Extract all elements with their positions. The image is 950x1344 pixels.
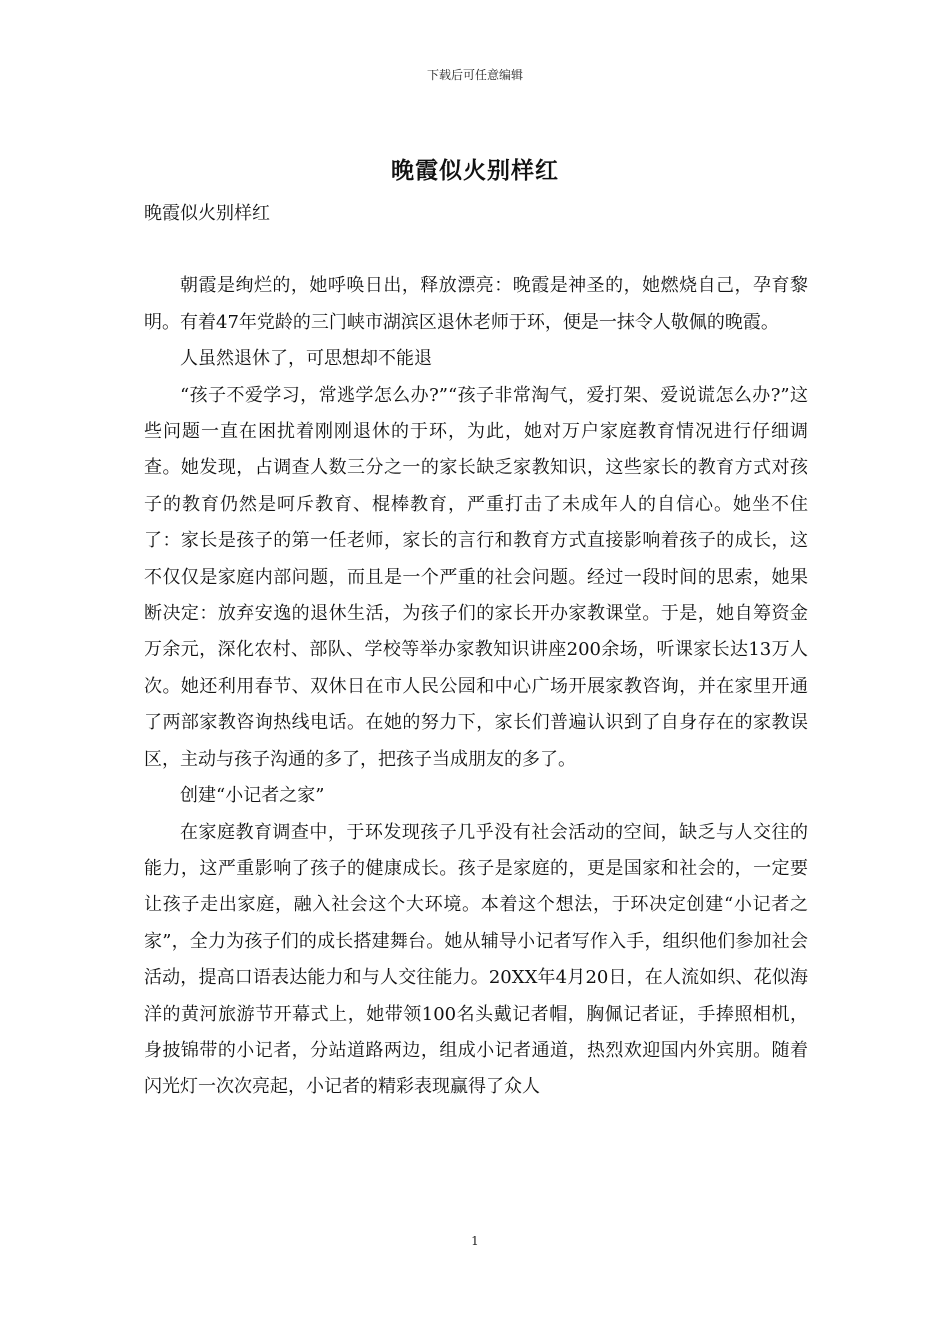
- paragraph-little-reporters: 在家庭教育调查中，于环发现孩子几乎没有社会活动的空间，缺乏与人交往的能力，这严重影响了孩子的健康成长。孩子是家庭的，更是国家和社会的，一定要让孩子走出家庭，融入社会这个大环境。本着这个想法，于环决定创建“小记者之家”，全力为孩子们的成长搭建舞台。她从辅导小记者写作入手，组织他们参加社会活动，提高口语表达能力和与人交往能力。20XX年4月20日，在人流如织、花似海洋的黄河旅游节开幕式上，她带领100名头戴记者帽，胸佩记者证，手捧照相机，身披锦带的小记者，分站道路两边，组成小记者通道，热烈欢迎国内外宾朋。随着闪光灯一次次亮起，小记者的精彩表现赢得了众人: [144, 821, 808, 1098]
- paragraph-family-education: “孩子不爱学习，常逃学怎么办?”“孩子非常淘气，爱打架、爱说谎怎么办?”这些问题一直在困扰着刚刚退休的于环，为此，她对万户家庭教育情况进行仔细调查。她发现，占调查人数三分之一的家长缺乏家教知识，这些家长的教育方式对孩子的教育仍然是呵斥教育、棍棒教育，严重打击了未成年人的自信心。她坐不住了：家长是孩子的第一任老师，家长的言行和教育方式直接影响着孩子的成长，这不仅仅是家庭内部问题，而且是一个严重的社会问题。经过一段时间的思索，她果断决定：放弃安逸的退休生活，为孩子们的家长开办家教课堂。于是，她自筹资金万余元，深化农村、部队、学校等举办家教知识讲座200余场，听课家长达13万人次。她还利用春节、双休日在市人民公园和中心广场开展家教咨询，并在家里开通了两部家教咨询热线电话。在她的努力下，家长们普遍认识到了自身存在的家教误区，主动与孩子沟通的多了，把孩子当成朋友的多了。: [144, 384, 808, 770]
- paragraph-intro: 朝霞是绚烂的，她呼唤日出，释放漂亮：晚霞是神圣的，她燃烧自己，孕育黎明。有着47年党龄的三门峡市湖滨区退休老师于环，便是一抹令人敬佩的晚霞。: [144, 275, 808, 333]
- section-heading-little-reporters: 创建“小记者之家”: [180, 785, 325, 807]
- document-body: [144, 196, 808, 1106]
- header-note: 下载后可任意编辑: [426, 68, 523, 82]
- document-title: 晚霞似火别样红: [391, 157, 559, 184]
- section-heading-retirement: 人虽然退休了，可思想却不能退: [180, 348, 432, 370]
- document-subtitle: 晚霞似火别样红: [144, 203, 270, 224]
- page-number: 1: [471, 1234, 479, 1248]
